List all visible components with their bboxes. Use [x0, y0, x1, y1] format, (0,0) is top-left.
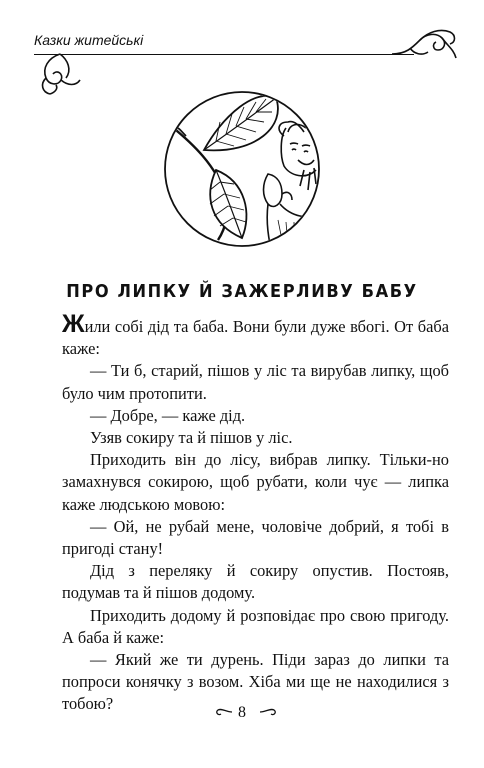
header-rule: [34, 54, 414, 55]
paragraph-2: — Ти б, старий, пішов у ліс та вирубав липку, щоб було чим протопити.: [62, 361, 449, 403]
right-swirl-icon: [260, 707, 276, 717]
paragraph-4: Узяв сокиру та й пішов у ліс.: [90, 428, 293, 448]
chapter-illustration-leaves-and-old-man: [164, 70, 320, 270]
left-flourish-ornament: [38, 52, 82, 96]
story-title: ПРО ЛИПКУ Й ЗАЖЕРЛИВУ БАБУ: [66, 281, 418, 302]
page-number: 8: [238, 704, 246, 721]
paragraph-7: Дід з переляку й сокиру опустив. Постояв, подумав та й пішов додому.: [62, 561, 449, 603]
drop-cap: Ж: [62, 310, 85, 338]
paragraph-1-text: или собі дід та баба. Вони були дуже вбогі. От баба каже:: [62, 317, 449, 359]
paragraph-9: — Який же ти дурень. Піди зараз до липки та попроси конячку з возом. Хіба ми ще не находилися з тобою?: [62, 650, 449, 714]
story-text: [62, 310, 449, 716]
paragraph-3: — Добре, — каже дід.: [90, 405, 246, 425]
right-flourish-ornament: [392, 28, 458, 62]
page-footer: [0, 701, 484, 727]
paragraph-1: [62, 310, 449, 360]
paragraph-8: Приходить додому й розповідає про свою пригоду. А баба й каже:: [62, 605, 449, 647]
paragraph-5: Приходить він до лісу, вибрав липку. Тільки-но замахнувся сокирою, щоб рубати, коли чує — липка каже людською мовою:: [62, 450, 449, 514]
running-header: [34, 22, 454, 62]
running-title: Казки житейські: [34, 32, 144, 48]
paragraph-6: — Ой, не рубай мене, чоловіче добрий, я тобі в пригоді стану!: [62, 516, 449, 559]
